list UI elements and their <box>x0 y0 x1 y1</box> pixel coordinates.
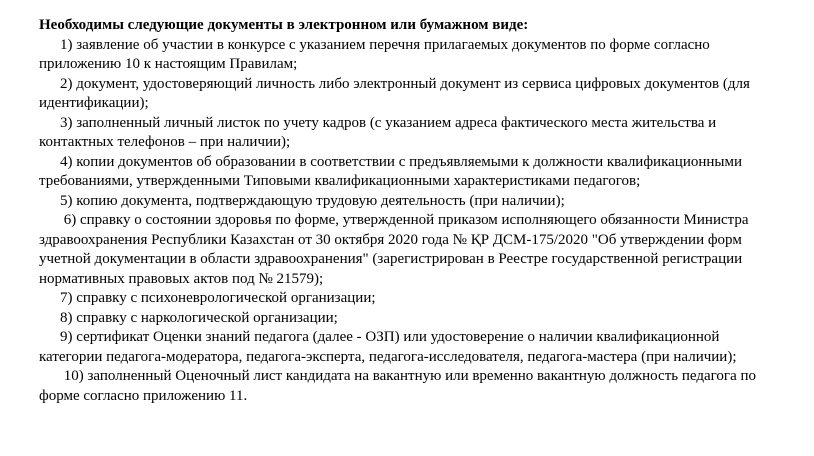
document-list <box>39 36 814 407</box>
list-item-6: 6) справку о состоянии здоровья по форме, утвержденной приказом исполняющего обязанности Министра здравоохранения Республики Казахстан от 30 октября 2020 года № ҚР ДСМ-175/2020 "Об утверждении форм учетной документации в области здравоохранения" (зарегистрирован в Реестре государственной регистрации нормативных правовых актов под № 21579); <box>39 212 749 287</box>
list-item-2: 2) документ, удостоверяющий личность либо электронный документ из сервиса цифровых документов (для идентификации); <box>39 75 750 111</box>
list-item-3: 3) заполненный личный листок по учету кадров (с указанием адреса фактического места жительства и контактных телефонов – при наличии); <box>39 114 717 150</box>
list-item-10: 10) заполненный Оценочный лист кандидата на вакантную или временно вакантную должность педагога по форме согласно приложению 11. <box>39 368 757 404</box>
list-item-4: 4) копии документов об образовании в соответствии с предъявляемыми к должности квалификационными требованиями, утвержденными Типовыми квалификационными характеристиками педагогов; <box>39 153 743 189</box>
document-title: Необходимы следующие документы в электронном или бумажном виде: <box>39 17 529 33</box>
list-item-7: 7) справку с психоневрологической организации; <box>60 290 376 306</box>
list-item-5: 5) копию документа, подтверждающую трудовую деятельность (при наличии); <box>60 192 565 209</box>
list-item-1: 1) заявление об участии в конкурсе с указанием перечня прилагаемых документов по форме согласно приложению 10 к настоящим Правилам; <box>39 36 710 72</box>
list-item-9: 9) сертификат Оценки знаний педагога (далее - ОЗП) или удостоверение о наличии квалификационной категории педагога-модератора, педагога-эксперта, педагога-исследователя, педагога-мастера (при наличии); <box>39 329 737 365</box>
list-item-8: 8) справку с наркологической организации; <box>60 309 338 326</box>
